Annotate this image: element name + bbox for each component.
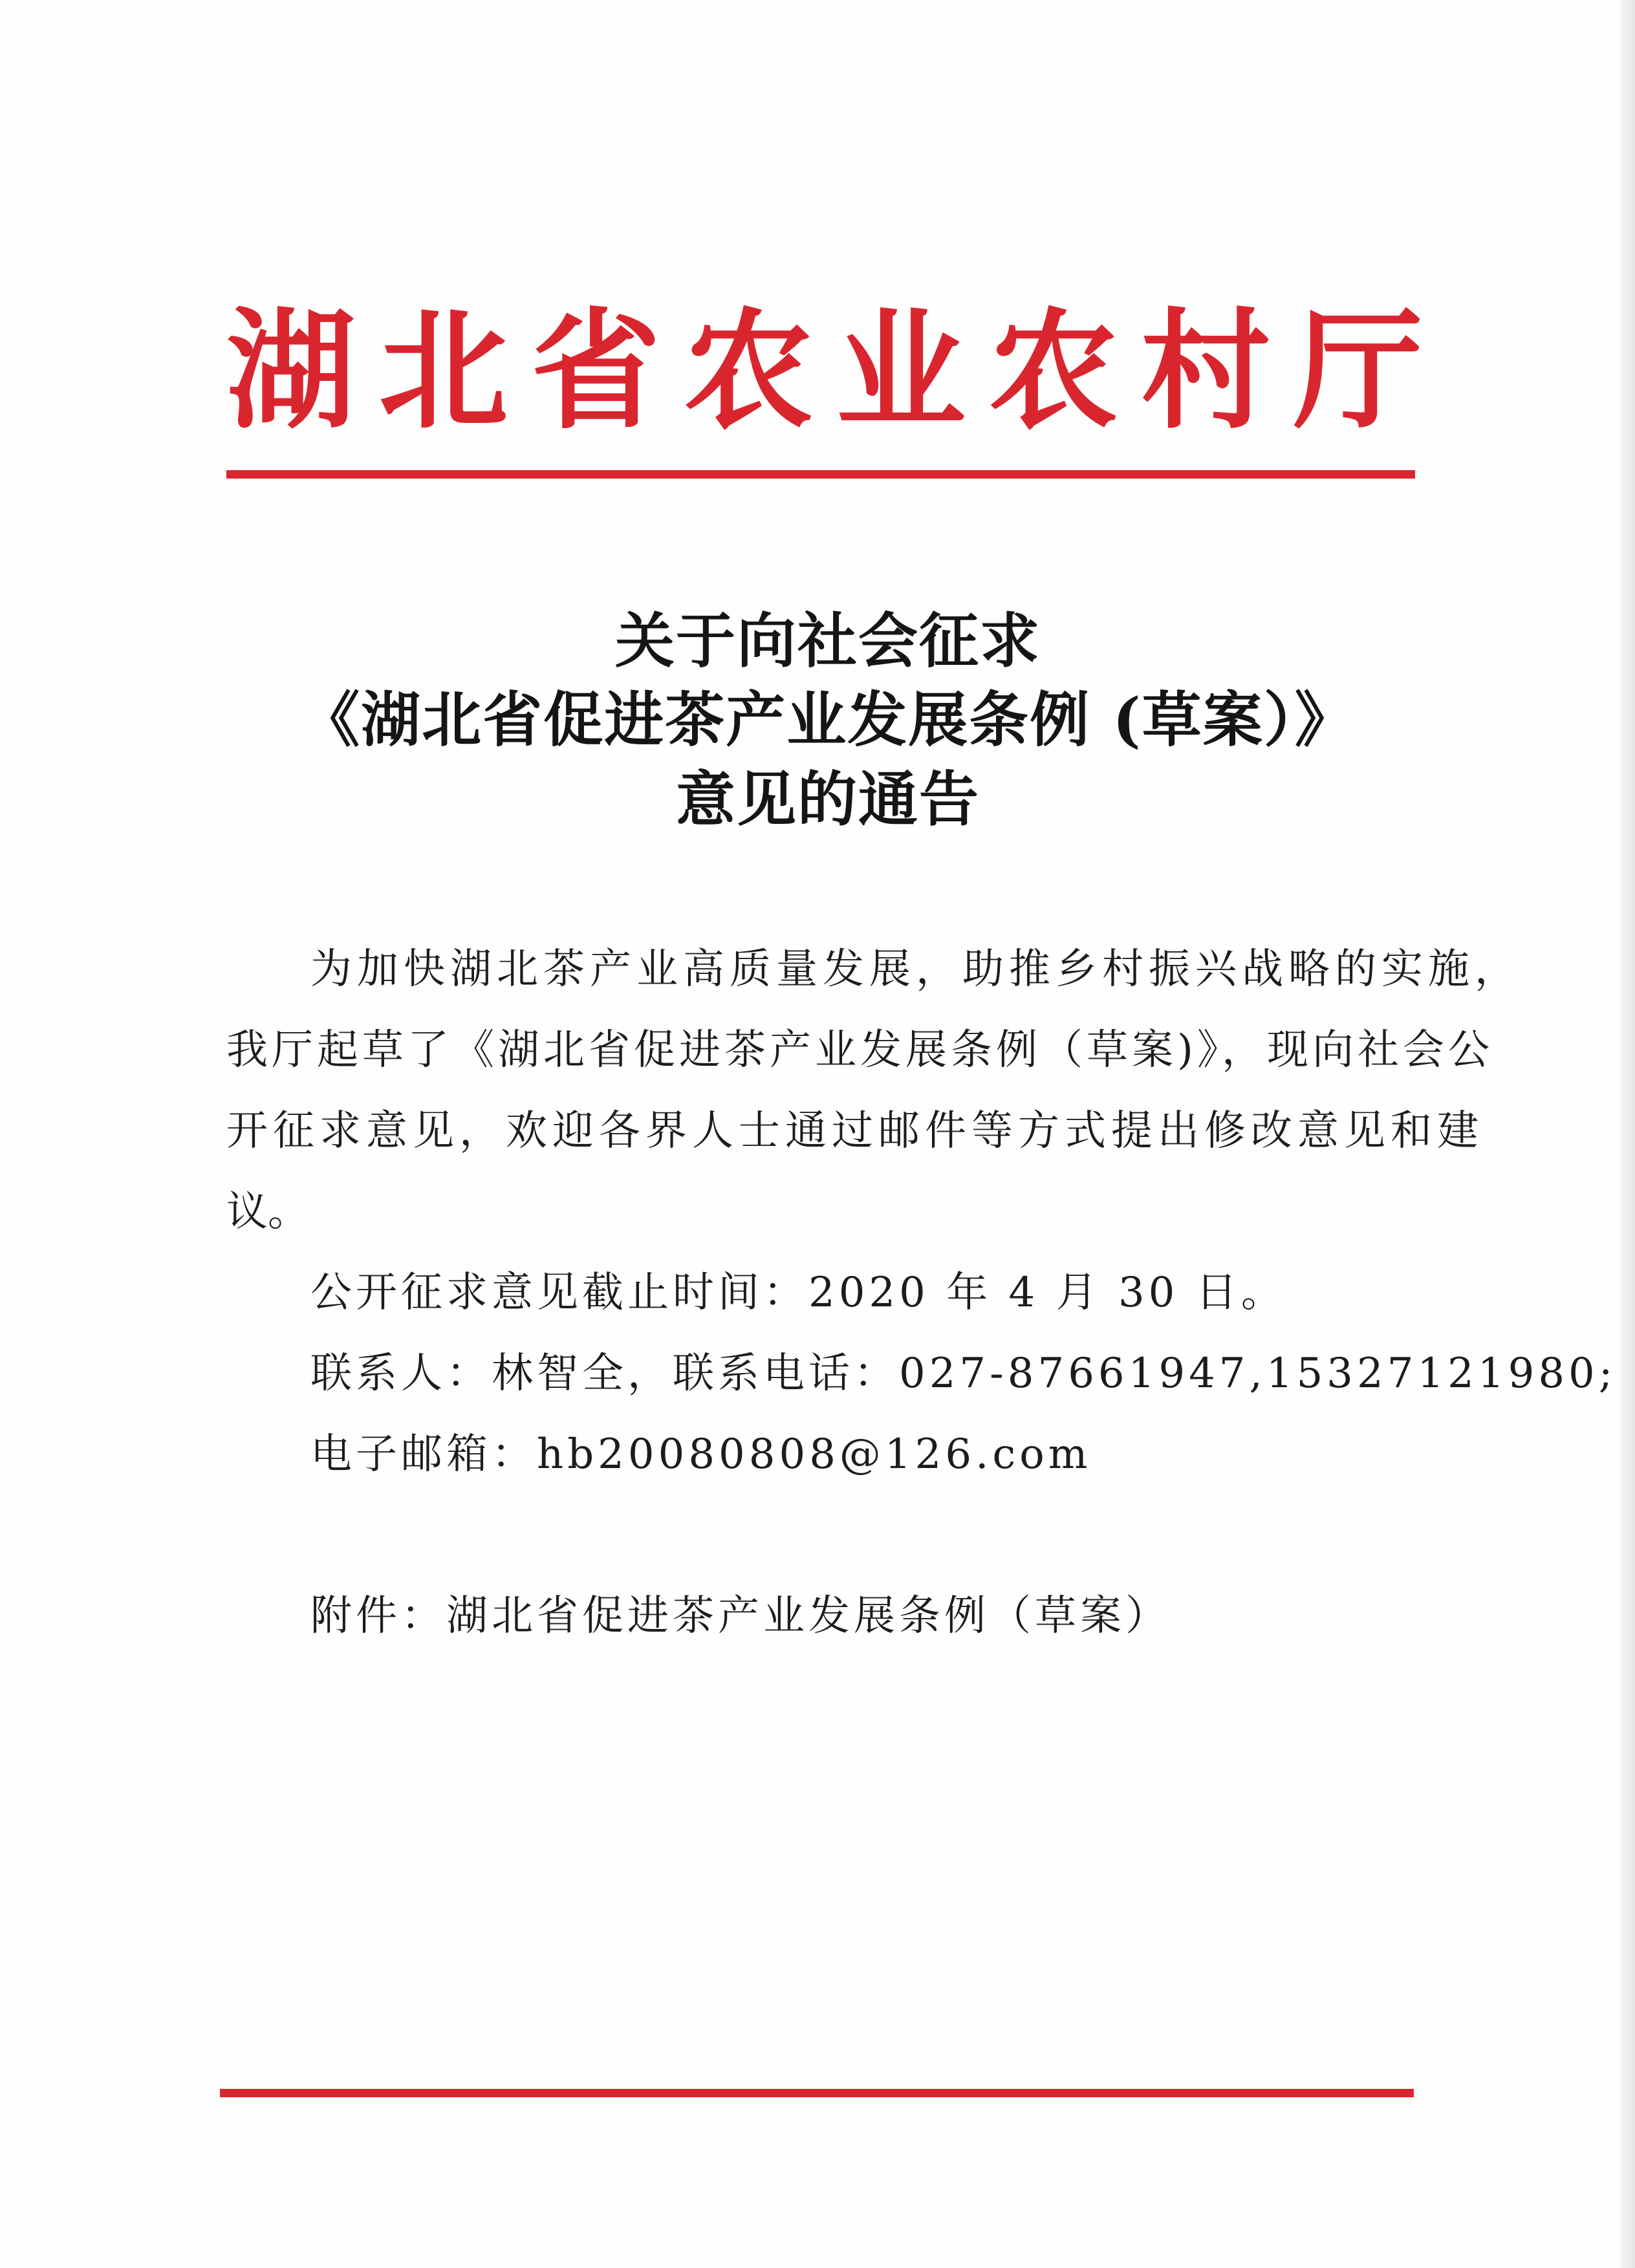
masthead-char: 农 (684, 296, 814, 447)
email-text: 电子邮箱：hb20080808@126.com (310, 1431, 1092, 1478)
contact-text: 联系人：林智全，联系电话：027-87661947,15327121980; (310, 1350, 1617, 1398)
notice-title-line-1: 关于向社会征求 (614, 606, 1041, 676)
body-paragraph-line-2: 我厅起草了《湖北省促进茶产业发展条例（草案)》，现向社会公 (226, 1026, 1493, 1074)
body-paragraph-line-1: 为加快湖北茶产业高质量发展，助推乡村振兴战略的实施， (310, 945, 1521, 993)
body-paragraph-line-3: 开征求意见，欢迎各界人士通过邮件等方式提出修改意见和建 (226, 1107, 1484, 1155)
deadline-text: 公开征求意见截止时间：2020 年 4 月 30 日。 (310, 1269, 1286, 1317)
notice-title-line-3: 意见的通告 (675, 764, 980, 834)
notice-title-line-2: 《湖北省促进茶产业发展条例 (草案）》 (300, 685, 1356, 755)
footer-red-rule (220, 2089, 1414, 2097)
attachment-text: 附件：湖北省促进茶产业发展条例（草案） (310, 1592, 1171, 1640)
page-edge-shadow (1621, 0, 1635, 2268)
masthead-red-rule (226, 470, 1415, 479)
masthead-char: 农 (988, 296, 1118, 447)
masthead-char: 厅 (1293, 296, 1423, 447)
masthead-char: 村 (1141, 296, 1271, 447)
masthead-char: 湖 (226, 296, 356, 447)
masthead-char: 业 (836, 296, 966, 447)
masthead-agency-name (226, 297, 1423, 446)
masthead-char: 省 (531, 296, 661, 447)
masthead-char: 北 (378, 296, 508, 447)
body-paragraph-line-4: 议。 (226, 1188, 309, 1236)
